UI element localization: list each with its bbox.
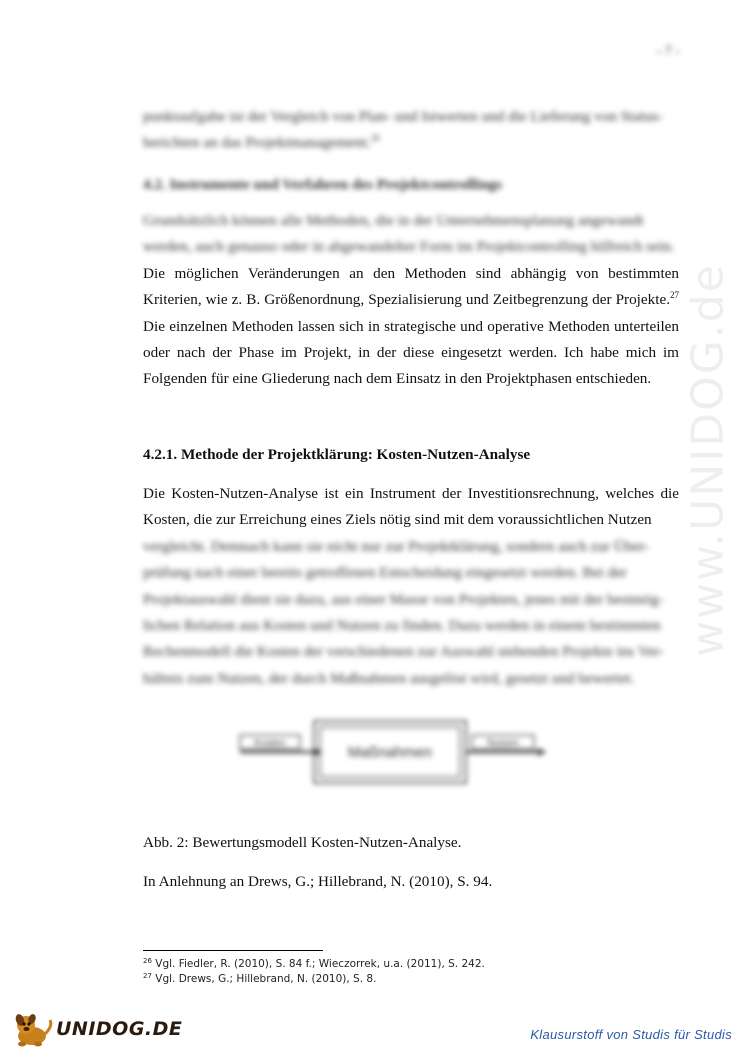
cost-benefit-paragraph bbox=[143, 481, 679, 692]
unidog-logo bbox=[12, 1012, 183, 1048]
footnote-text: Vgl. Fiedler, R. (2010), S. 84 f.; Wieczorrek, u.a. (2011), S. 242. bbox=[155, 958, 485, 970]
methods-blur-line-2: werden, auch genauso oder in abgewandelter Form im Projektcontrolling hilfreich sein. bbox=[143, 238, 675, 256]
blur-line: vergleicht. Demnach kann sie nicht nur zur Projektklärung, sondern auch zur Über- bbox=[143, 537, 649, 555]
logo-text: UNIDOG.DE bbox=[56, 1018, 183, 1040]
blur-line: hältnis zum Nutzen, der durch Maßnahmen ausgelöst wird, gesetzt und bewertet. bbox=[143, 669, 635, 687]
blur-line: lichen Relation aus Kosten und Nutzen zu finden. Dazu werden in einem bestimmten bbox=[143, 617, 661, 635]
footnote-27 bbox=[143, 973, 376, 985]
methods-text-a: Die möglichen Veränderungen an den Methoden sind abhängig von bestimmten Kriterien, wie z. B. Größenordnung, Spezialisierung und Zeitbegrenzung der Projekte. bbox=[143, 264, 679, 309]
measures-label: Maßnahmen bbox=[347, 744, 433, 761]
section-heading-4-2: 4.2. Instrumente und Verfahren des Projektcontrollings bbox=[143, 176, 503, 193]
blur-line: prüfung nach einer bereits getroffenen Entscheidung eingesetzt werden. Bei der bbox=[143, 564, 627, 582]
methods-blur-line-1: Grundsätzlich können alle Methoden, die in der Unternehmensplanung angewandt bbox=[143, 212, 644, 229]
page-number: - 7 - bbox=[656, 44, 680, 59]
methods-paragraph bbox=[143, 208, 679, 393]
input-arrowhead bbox=[314, 748, 322, 756]
intro-paragraph bbox=[143, 104, 679, 157]
footnote-number: 27 bbox=[143, 972, 152, 980]
tagline: Klausurstoff von Studis für Studis bbox=[530, 1027, 732, 1042]
figure-caption: Abb. 2: Bewertungsmodell Kosten-Nutzen-Analyse. bbox=[143, 834, 462, 851]
dog-icon bbox=[12, 1012, 56, 1048]
figure-source: In Anlehnung an Drews, G.; Hillebrand, N. (2010), S. 94. bbox=[143, 873, 493, 890]
cost-benefit-diagram bbox=[232, 717, 552, 787]
footnote-ref-27: 27 bbox=[670, 290, 679, 301]
cost-benefit-text: Die Kosten-Nutzen-Analyse ist ein Instrument der Investitionsrechnung, welches die Kosten, die zur Erreichung eines Ziels nötig sind mit dem voraussichtlichen Nutzen bbox=[143, 485, 679, 529]
intro-line-2: berichten an das Projektmanagement. bbox=[143, 134, 371, 152]
watermark-text: www.UNIDOG.de bbox=[682, 263, 734, 657]
output-arrowhead bbox=[538, 748, 546, 756]
footnote-text: Vgl. Drews, G.; Hillebrand, N. (2010), S. 8. bbox=[155, 973, 377, 985]
input-label: Kosten bbox=[254, 738, 286, 749]
footnote-26 bbox=[143, 958, 485, 970]
blur-line: Rechenmodell die Kosten der verschiedenen zur Auswahl stehenden Projekte ins Ver- bbox=[143, 643, 664, 661]
output-label: Nutzen bbox=[487, 738, 519, 749]
footnote-separator bbox=[143, 950, 323, 951]
section-heading-4-2-1: 4.2.1. Methode der Projektklärung: Kosten-Nutzen-Analyse bbox=[143, 446, 531, 463]
intro-line-1: punktaufgabe ist der Vergleich von Plan- und Istwerten und die Lieferung von Status- bbox=[143, 108, 663, 125]
cost-benefit-blurred-text bbox=[143, 534, 679, 692]
blur-line: Projektauswahl dient sie dazu, aus einer Masse von Projekten, jenes mit der bestmög- bbox=[143, 590, 664, 608]
footnote-ref-26: 26 bbox=[370, 133, 380, 144]
footnote-number: 26 bbox=[143, 957, 152, 965]
methods-text-b: Die einzelnen Methoden lassen sich in strategische und operative Methoden unterteilen oder nach der Phase im Projekt, in der diese eingesetzt werden. Ich habe mich im Folgenden für eine Gliederung nach dem Einsatz in den Projektphasen entschieden. bbox=[143, 317, 679, 388]
